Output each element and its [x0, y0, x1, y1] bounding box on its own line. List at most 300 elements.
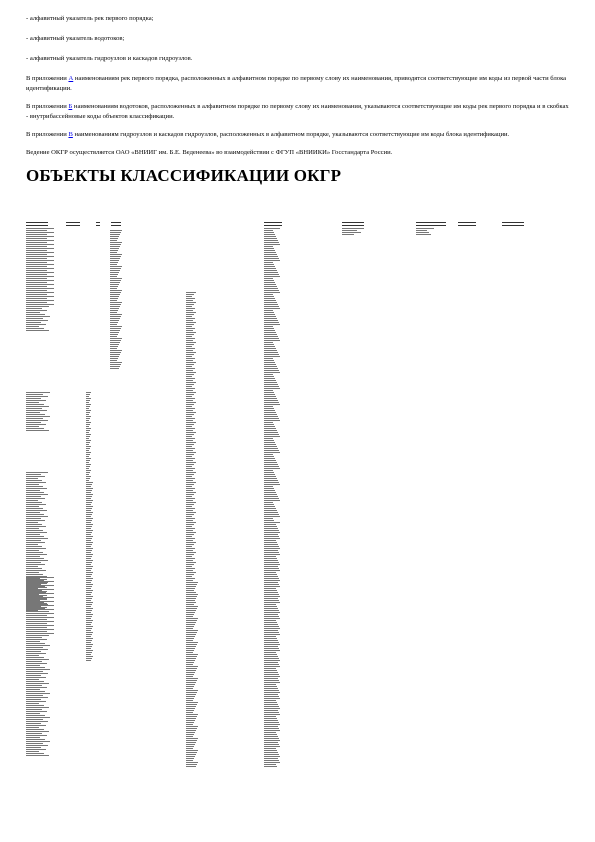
table-cell-line [86, 636, 91, 637]
table-cell-line [186, 686, 194, 687]
table-cell-line [186, 726, 198, 727]
table-cell-line [26, 318, 43, 319]
table-cell-line [264, 726, 278, 727]
table-cell-line [86, 490, 92, 491]
table-cell-line [186, 734, 194, 735]
table-cell-line [26, 536, 44, 537]
table-cell-line [86, 652, 92, 653]
table-cell-line [86, 456, 89, 457]
table-cell-line [26, 558, 44, 559]
table-cell-line [26, 601, 48, 602]
table-cell-line [186, 740, 197, 741]
table-cell-line [86, 400, 90, 401]
table-cell-line [26, 568, 42, 569]
table-cell-line [264, 410, 275, 411]
table-cell-line [110, 320, 119, 321]
table-cell-line [86, 570, 91, 571]
table-cell-line [264, 396, 276, 397]
table-cell-line [110, 302, 122, 303]
table-cell-line [26, 314, 45, 315]
table-cell-line [264, 444, 276, 445]
table-cell-line [26, 621, 50, 622]
table-cell-line [264, 454, 273, 455]
table-cell-line [110, 238, 118, 239]
appendix-b-link[interactable]: Б [68, 103, 73, 110]
table-cell-line [110, 244, 121, 245]
table-cell-line [26, 232, 54, 233]
table-cell-line [264, 704, 275, 705]
appendix-v-link[interactable]: В [68, 131, 73, 138]
table-cell-line [186, 538, 195, 539]
table-cell-line [110, 348, 117, 349]
table-cell-line [86, 396, 89, 397]
table-cell-line [26, 587, 47, 588]
table-cell-line [186, 492, 196, 493]
table-cell-line [110, 266, 122, 267]
table-cell-line [26, 538, 48, 539]
table-cell-line [416, 228, 434, 229]
table-cell-line [26, 729, 44, 730]
table-cell-line [264, 294, 273, 295]
table-cell-line [264, 440, 274, 441]
table-cell-line [264, 708, 277, 709]
table-cell-line [26, 272, 54, 273]
paragraph-text: В приложении [26, 75, 69, 82]
table-cell-line [186, 544, 194, 545]
appendix-a-link[interactable]: А [68, 75, 74, 82]
table-cell-line [186, 428, 195, 429]
paragraph-appendix-v [26, 130, 571, 140]
table-cell-line [264, 354, 279, 355]
table-cell-line [186, 296, 192, 297]
table-cell-line [186, 396, 192, 397]
table-cell-line [26, 697, 48, 698]
table-cell-line [186, 340, 193, 341]
table-cell-line [26, 488, 47, 489]
table-cell-line [264, 414, 277, 415]
table-cell-line [86, 644, 93, 645]
table-cell-line [264, 532, 277, 533]
table-cell-line [264, 688, 275, 689]
table-cell-line [26, 292, 50, 293]
table-cell-line [264, 616, 279, 617]
table-cell-line [26, 739, 45, 740]
table-cell-line [186, 458, 195, 459]
table-cell-line [186, 626, 194, 627]
table-cell-line [186, 402, 196, 403]
table-cell-line [86, 454, 90, 455]
table-cell-line [186, 574, 194, 575]
table-cell-line [264, 366, 277, 367]
table-cell-line [186, 642, 198, 643]
table-cell-line [26, 659, 49, 660]
table-cell-line [264, 468, 280, 469]
table-cell-line [264, 356, 280, 357]
table-cell-line [186, 558, 195, 559]
table-cell-line [86, 634, 92, 635]
table-cell-line [26, 526, 46, 527]
table-cell-line [264, 504, 274, 505]
table-cell-line [110, 304, 121, 305]
table-cell-line [86, 584, 93, 585]
table-cell-line [186, 682, 196, 683]
table-cell-line [26, 627, 41, 628]
table-cell-line [416, 234, 431, 235]
table-cell-line [264, 244, 280, 245]
table-cell-line [186, 760, 193, 761]
table-cell-line [264, 554, 280, 555]
table-cell-line [186, 372, 196, 373]
table-cell-line [264, 556, 273, 557]
table-cell-line [186, 606, 198, 607]
table-cell-line [342, 230, 357, 231]
table-cell-line [86, 596, 93, 597]
table-cell-line [110, 240, 117, 241]
table-cell-line [26, 667, 45, 668]
table-cell-line [26, 609, 44, 610]
table-cell-line [26, 577, 54, 578]
table-cell-line [26, 685, 42, 686]
table-cell-line [26, 402, 39, 403]
table-cell-line [264, 248, 274, 249]
table-cell-line [264, 262, 273, 263]
table-cell-line [186, 374, 194, 375]
table-cell-line [26, 414, 45, 415]
table-cell-line [264, 400, 278, 401]
table-cell-line [186, 618, 198, 619]
table-cell-line [264, 568, 279, 569]
table-cell-line [26, 518, 41, 519]
table-cell-line [264, 422, 273, 423]
table-cell-line [264, 370, 279, 371]
table-cell-line [26, 548, 46, 549]
table-cell-line [264, 408, 274, 409]
table-cell-line [26, 657, 44, 658]
table-cell-line [26, 699, 41, 700]
table-cell-line [264, 314, 275, 315]
table-cell-line [26, 290, 47, 291]
table-cell-line [186, 748, 193, 749]
table-header-mark [26, 222, 48, 223]
table-cell-line [186, 728, 197, 729]
table-cell-line [264, 416, 278, 417]
table-cell-line [26, 496, 41, 497]
table-cell-line [86, 618, 91, 619]
table-cell-line [86, 624, 91, 625]
table-cell-line [110, 310, 118, 311]
table-cell-line [186, 480, 193, 481]
table-cell-line [110, 300, 117, 301]
table-cell-line [264, 582, 278, 583]
table-cell-line [186, 594, 198, 595]
table-cell-line [264, 482, 279, 483]
table-cell-line [110, 264, 117, 265]
table-cell-line [86, 534, 91, 535]
table-cell-line [110, 334, 118, 335]
table-cell-line [110, 270, 120, 271]
table-header-mark [342, 225, 364, 226]
table-cell-line [186, 292, 196, 293]
table-cell-line [264, 480, 278, 481]
table-cell-line [264, 552, 279, 553]
table-cell-line [86, 522, 91, 523]
table-cell-line [26, 733, 42, 734]
table-cell-line [110, 296, 119, 297]
table-cell-line [26, 641, 40, 642]
table-cell-line [264, 332, 276, 333]
table-header-mark [66, 222, 80, 223]
table-cell-line [186, 708, 195, 709]
table-cell-line [186, 346, 192, 347]
table-cell-line [264, 402, 279, 403]
table-cell-line [264, 456, 274, 457]
table-cell-line [110, 350, 122, 351]
table-cell-line [110, 272, 119, 273]
table-cell-line [186, 698, 194, 699]
table-cell-line [86, 550, 92, 551]
table-cell-line [110, 288, 117, 289]
table-cell-line [264, 266, 275, 267]
table-cell-line [264, 610, 276, 611]
table-cell-line [264, 586, 280, 587]
table-cell-line [416, 230, 427, 231]
table-cell-line [186, 620, 197, 621]
table-cell-line [86, 504, 91, 505]
table-cell-line [264, 446, 277, 447]
table-cell-line [186, 586, 196, 587]
table-cell-line [86, 510, 91, 511]
table-cell-line [264, 734, 274, 735]
table-cell-line [264, 242, 279, 243]
table-cell-line [26, 717, 50, 718]
table-cell-line [86, 542, 93, 543]
table-cell-line [110, 236, 119, 237]
table-cell-line [264, 738, 276, 739]
table-cell-line [264, 730, 280, 731]
table-cell-line [26, 426, 39, 427]
table-cell-line [86, 614, 93, 615]
table-cell-line [264, 594, 276, 595]
table-cell-line [186, 440, 193, 441]
table-cell-line [264, 512, 278, 513]
table-cell-line [186, 326, 192, 327]
table-cell-line [186, 646, 196, 647]
table-cell-line [26, 737, 40, 738]
table-cell-line [86, 494, 93, 495]
table-cell-line [264, 600, 279, 601]
table-cell-line [110, 322, 118, 323]
table-cell-line [186, 498, 195, 499]
table-cell-line [264, 666, 280, 667]
table-cell-line [86, 404, 91, 405]
table-cell-line [264, 288, 278, 289]
table-cell-line [26, 675, 41, 676]
table-cell-line [26, 500, 38, 501]
table-cell-line [86, 458, 91, 459]
table-cell-line [264, 386, 279, 387]
table-cell-line [26, 625, 48, 626]
table-cell-line [264, 754, 276, 755]
table-cell-line [264, 756, 277, 757]
table-cell-line [186, 654, 198, 655]
table-cell-line [110, 340, 121, 341]
table-cell-line [264, 698, 280, 699]
table-cell-line [26, 274, 47, 275]
section-title: ОБЪЕКТЫ КЛАССИФИКАЦИИ ОКГР [26, 166, 342, 185]
table-cell-line [264, 474, 275, 475]
table-cell-line [264, 668, 273, 669]
table-cell-line [264, 560, 275, 561]
table-cell-line [264, 550, 278, 551]
table-cell-line [186, 694, 196, 695]
table-cell-line [86, 452, 91, 453]
table-cell-line [186, 710, 194, 711]
table-cell-line [264, 636, 273, 637]
table-cell-line [186, 552, 196, 553]
table-cell-line [264, 670, 274, 671]
table-cell-line [186, 602, 194, 603]
table-cell-line [264, 720, 275, 721]
table-cell-line [86, 406, 90, 407]
table-cell-line [186, 588, 195, 589]
table-cell-line [264, 638, 274, 639]
table-cell-line [264, 506, 275, 507]
table-cell-line [26, 669, 50, 670]
table-cell-line [26, 715, 45, 716]
table-cell-line [26, 727, 39, 728]
table-cell-line [86, 536, 93, 537]
table-cell-line [26, 617, 40, 618]
table-cell-line [264, 372, 280, 373]
table-cell-line [264, 236, 276, 237]
table-cell-line [186, 666, 198, 667]
table-cell-line [86, 532, 92, 533]
table-cell-line [264, 626, 276, 627]
table-cell-line [186, 320, 193, 321]
table-cell-line [186, 412, 196, 413]
table-cell-line [264, 466, 279, 467]
table-cell-line [186, 634, 196, 635]
table-cell-line [86, 546, 91, 547]
table-cell-line [264, 624, 275, 625]
table-cell-line [264, 232, 274, 233]
table-cell-line [86, 412, 90, 413]
table-cell-line [86, 460, 90, 461]
table-header-mark [111, 222, 121, 223]
table-cell-line [186, 524, 194, 525]
table-cell-line [86, 538, 92, 539]
table-cell-line [86, 582, 91, 583]
table-cell-line [26, 731, 49, 732]
table-cell-line [26, 286, 47, 287]
table-cell-line [86, 556, 92, 557]
table-cell-line [26, 392, 50, 393]
table-cell-line [264, 488, 274, 489]
table-cell-line [186, 436, 192, 437]
table-cell-line [26, 410, 47, 411]
table-cell-line [186, 514, 194, 515]
table-cell-line [186, 680, 197, 681]
table-cell-line [26, 550, 39, 551]
table-cell-line [110, 362, 122, 363]
table-cell-line [264, 526, 274, 527]
table-cell-line [186, 700, 193, 701]
table-cell-line [186, 444, 194, 445]
table-cell-line [26, 230, 47, 231]
table-cell-line [26, 673, 48, 674]
table-cell-line [26, 312, 40, 313]
table-cell-line [26, 552, 43, 553]
table-cell-line [86, 526, 92, 527]
table-cell-line [186, 674, 194, 675]
table-cell-line [110, 256, 121, 257]
table-cell-line [186, 310, 193, 311]
table-cell-line [186, 656, 197, 657]
table-cell-line [264, 418, 279, 419]
table-cell-line [264, 608, 275, 609]
table-cell-line [186, 522, 196, 523]
paragraph-text: В приложении [26, 131, 69, 138]
table-cell-line [26, 520, 45, 521]
table-cell-line [26, 486, 43, 487]
table-cell-line [26, 605, 46, 606]
table-cell-line [264, 258, 279, 259]
table-cell-line [86, 630, 91, 631]
table-cell-line [186, 304, 194, 305]
table-cell-line [86, 426, 89, 427]
table-cell-line [264, 664, 279, 665]
table-cell-line [86, 448, 90, 449]
table-cell-line [26, 585, 54, 586]
table-cell-line [264, 714, 280, 715]
table-cell-line [264, 508, 276, 509]
table-cell-line [26, 316, 50, 317]
table-cell-line [186, 590, 194, 591]
table-cell-line [86, 408, 89, 409]
table-cell-line [264, 376, 274, 377]
table-cell-line [86, 482, 93, 483]
table-cell-line [86, 590, 93, 591]
table-cell-line [186, 582, 198, 583]
table-cell-line [110, 242, 122, 243]
table-cell-line [264, 394, 275, 395]
table-cell-line [264, 592, 275, 593]
table-cell-line [86, 394, 90, 395]
table-cell-line [86, 518, 93, 519]
table-cell-line [264, 530, 276, 531]
table-cell-line [86, 422, 91, 423]
table-cell-line [264, 428, 276, 429]
table-cell-line [186, 452, 196, 453]
table-cell-line [264, 318, 277, 319]
table-cell-line [110, 332, 119, 333]
table-cell-line [110, 298, 118, 299]
table-cell-line [186, 316, 192, 317]
table-cell-line [264, 510, 277, 511]
table-cell-line [86, 558, 91, 559]
table-cell-line [264, 306, 279, 307]
table-cell-line [264, 274, 279, 275]
table-cell-line [186, 716, 197, 717]
table-cell-line [26, 671, 43, 672]
table-cell-line [86, 548, 93, 549]
table-cell-line [264, 452, 280, 453]
table-cell-line [110, 250, 118, 251]
table-cell-line [186, 450, 193, 451]
table-cell-line [264, 674, 276, 675]
table-cell-line [264, 296, 274, 297]
table-cell-line [186, 608, 197, 609]
